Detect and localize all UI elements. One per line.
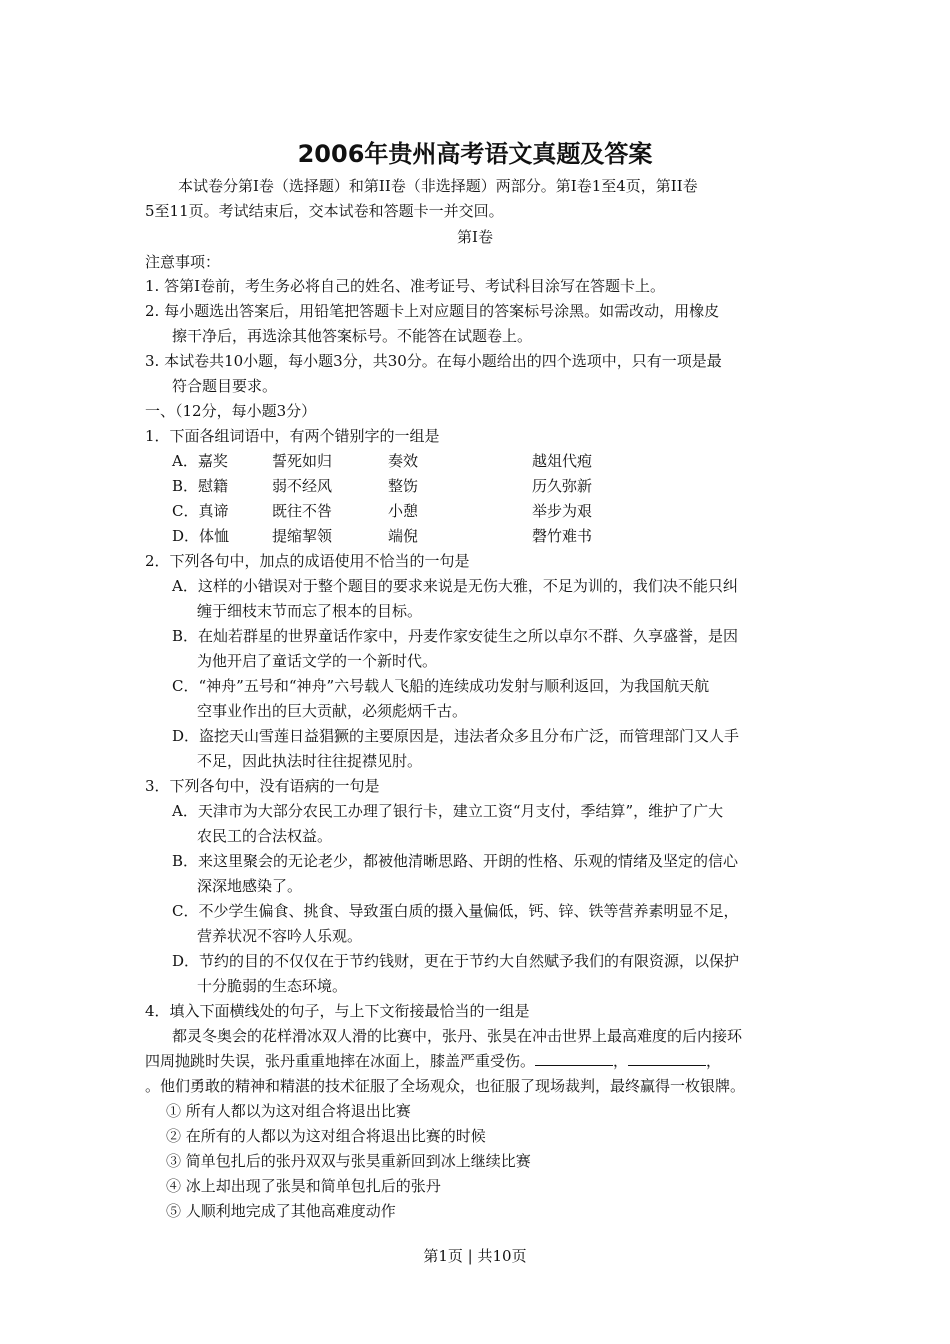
q2-line-1: A．这样的小错误对于整个题目的要求来说是无伤大雅，不足为训的，我们决不能只纠 [172,577,738,595]
q4-passage-line-3: 。他们勇敢的精神和精湛的技术征服了全场观众，也征服了现场裁判，最终赢得一枚银牌。 [145,1077,746,1095]
q2-line-7: D．盗挖天山雪莲日益猖獗的主要原因是，违法者众多且分布广泛，而管理部门又人手 [172,727,740,745]
fill-blank-2 [628,1051,706,1066]
q1-option-a-col3: 奏效 [388,452,419,470]
q4-choice-1: ① 所有人都以为这对组合将退出比赛 [166,1102,411,1120]
q3-stem: 3．下列各句中，没有语病的一句是 [145,777,380,795]
q1-option-c-col1: C．真谛 [172,502,229,520]
q2-line-4: 为他开启了童话文学的一个新时代。 [197,652,438,670]
q2-line-3: B．在灿若群星的世界童话作家中，丹麦作家安徒生之所以卓尔不群、久享盛誉，是因 [172,627,739,645]
part1-heading: 一、（12分，每小题3分） [145,402,317,420]
q4-blank-separator: ， [613,1052,629,1070]
q4-passage-line-2 [145,1051,721,1071]
q4-stem: 4．填入下面横线处的句子，与上下文衔接最恰当的一组是 [145,1002,530,1020]
q4-choice-2: ② 在所有的人都以为这对组合将退出比赛的时候 [166,1127,486,1145]
page-title: 2006年贵州高考语文真题及答案 [297,140,653,168]
q2-line-5: C．“神舟”五号和“神舟”六号载人飞船的连续成功发射与顺利返回，为我国航天航 [172,677,710,695]
notice-item-3: 3. 本试卷共10小题，每小题3分，共30分。在每小题给出的四个选项中，只有一项是最 [145,352,722,370]
q1-option-c-col4: 举步为艰 [532,502,593,520]
q1-option-a-col2: 誓死如归 [272,452,333,470]
q1-option-a-col4: 越俎代疱 [532,452,593,470]
q1-option-d-col4: 磬竹难书 [532,527,593,545]
q4-passage-line-2-text: 四周抛跳时失误，张丹重重地摔在冰面上，膝盖严重受伤。 [145,1052,536,1070]
intro-line-1: 本试卷分第I卷（选择题）和第II卷（非选择题）两部分。第I卷1至4页，第II卷 [178,177,698,195]
q2-line-2: 缠于细枝末节而忘了根本的目标。 [197,602,423,620]
q1-option-b-col3: 整饬 [388,477,419,495]
q3-line-2: 农民工的合法权益。 [197,827,333,845]
notice-item-1: 1. 答第I卷前，考生务必将自己的姓名、准考证号、考试科目涂写在答题卡上。 [145,277,666,295]
q1-option-b-col2: 弱不经风 [272,477,333,495]
q1-option-b-col4: 历久弥新 [532,477,593,495]
q1-option-d-col2: 提缩挈领 [272,527,333,545]
fill-blank-1 [535,1051,613,1066]
q3-line-3: B．来这里聚会的无论老少，都被他清晰思路、开朗的性格、乐观的情绪及坚定的信心 [172,852,739,870]
q1-option-d-col1: D．体恤 [172,527,230,545]
page-footer: 第1页 | 共10页 [423,1247,527,1265]
section-label: 第I卷 [457,228,493,246]
q3-line-6: 营养状况不容吟人乐观。 [197,927,363,945]
q3-line-8: 十分脆弱的生态环境。 [197,977,348,995]
q3-line-1: A．天津市为大部分农民工办理了银行卡，建立工资“月支付，季结算”，维护了广大 [172,802,724,820]
q4-blank-end: ， [706,1052,722,1070]
q4-choice-5: ⑤ 人顺利地完成了其他高难度动作 [166,1202,396,1220]
notice-heading: 注意事项： [145,253,221,271]
q3-line-5: C．不少学生偏食、挑食、导致蛋白质的摄入量偏低，钙、锌、铁等营养素明显不足， [172,902,739,920]
q1-option-b-col1: B．慰籍 [172,477,229,495]
q1-option-d-col3: 端倪 [388,527,419,545]
notice-item-3-cont: 符合题目要求。 [172,377,278,395]
q3-line-4: 深深地感染了。 [197,877,303,895]
q1-option-c-col2: 既往不咎 [272,502,333,520]
notice-item-2-cont: 擦干净后，再选涂其他答案标号。不能答在试题卷上。 [172,327,533,345]
notice-item-2: 2. 每小题选出答案后，用铅笔把答题卡上对应题目的答案标号涂黑。如需改动，用橡皮 [145,302,720,320]
intro-line-2: 5至11页。考试结束后，交本试卷和答题卡一并交回。 [145,202,504,220]
q4-choice-4: ④ 冰上却出现了张昊和简单包扎后的张丹 [166,1177,441,1195]
q4-passage-line-1: 都灵冬奥会的花样滑冰双人滑的比赛中，张丹、张昊在冲击世界上最高难度的后内接环 [172,1027,743,1045]
q1-option-c-col3: 小憩 [388,502,419,520]
q2-line-8: 不足，因此执法时往往捉襟见肘。 [197,752,423,770]
q4-choice-3: ③ 简单包扎后的张丹双双与张昊重新回到冰上继续比赛 [166,1152,531,1170]
q2-stem: 2．下列各句中，加点的成语使用不恰当的一句是 [145,552,470,570]
q1-stem: 1．下面各组词语中，有两个错别字的一组是 [145,427,440,445]
q3-line-7: D．节约的目的不仅仅在于节约钱财，更在于节约大自然赋予我们的有限资源，以保护 [172,952,740,970]
q2-line-6: 空事业作出的巨大贡献，必须彪炳千古。 [197,702,468,720]
q1-option-a-col1: A．嘉奖 [172,452,228,470]
